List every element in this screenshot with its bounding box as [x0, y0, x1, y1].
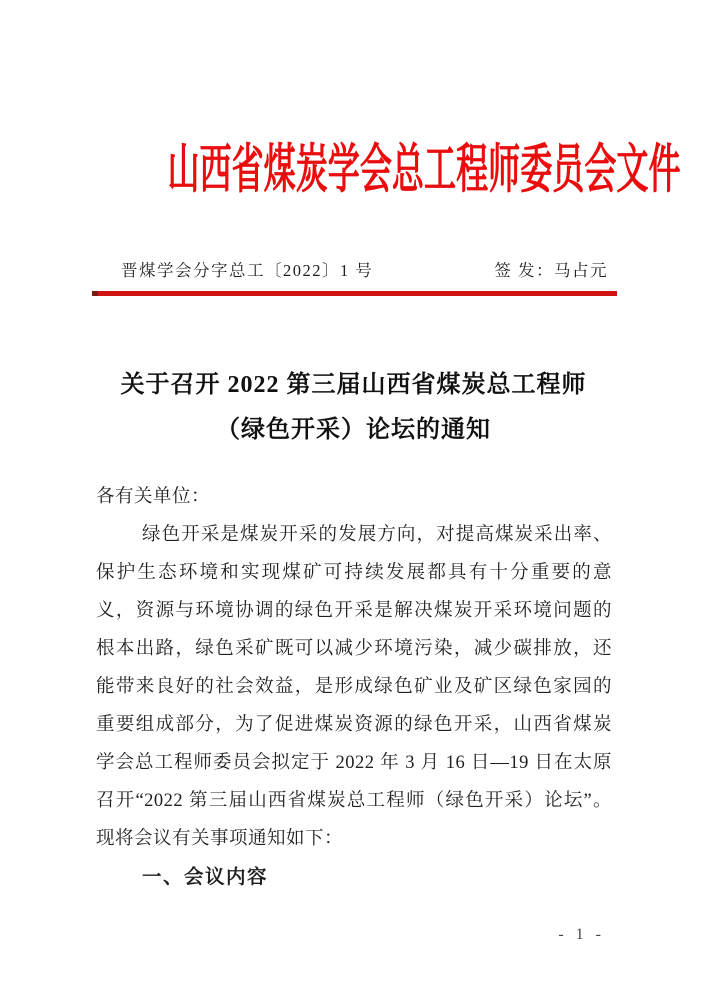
body-line: 重要组成部分，为了促进煤炭资源的绿色开采，山西省煤炭 [96, 715, 612, 735]
document-title-line2: （绿色开采）论坛的通知 [216, 417, 491, 443]
doc-meta-row [96, 256, 612, 286]
body-line: 保护生态环境和实现煤矿可持续发展都具有十分重要的意 [96, 563, 612, 583]
body-line: 各有关单位： [96, 487, 211, 507]
body-line: 能带来良好的社会效益，是形成绿色矿业及矿区绿色家园的 [96, 677, 612, 697]
body-line: 学会总工程师委员会拟定于 2022 年 3 月 16 日—19 日在太原 [96, 753, 612, 773]
body-line: 绿色开采是煤炭开采的发展方向，对提高煤炭采出率、 [142, 525, 612, 545]
red-divider-rule [92, 291, 617, 296]
body-line: 义，资源与环境协调的绿色开采是解决煤炭开采环境问题的 [96, 601, 612, 621]
body-line: 根本出路，绿色采矿既可以减少环境污染，减少碳排放，还 [96, 639, 612, 659]
doc-number: 晋煤学会分字总工〔2022〕1 号 [121, 261, 374, 280]
letterhead [0, 139, 707, 201]
document-title [0, 363, 707, 453]
page-number: - 1 - [558, 926, 605, 943]
body-line: 现将会议有关事项通知如下： [96, 829, 344, 849]
document-title-line1: 关于召开 2022 第三届山西省煤炭总工程师 [120, 372, 587, 398]
signer: 签 发：马占元 [494, 261, 608, 280]
document-body [96, 478, 612, 896]
body-line: 召开“2022 第三届山西省煤炭总工程师（绿色开采）论坛”。 [96, 791, 612, 811]
letterhead-title: 山西省煤炭学会总工程师委员会文件 [167, 141, 681, 199]
section-heading: 一、会议内容 [142, 866, 269, 888]
